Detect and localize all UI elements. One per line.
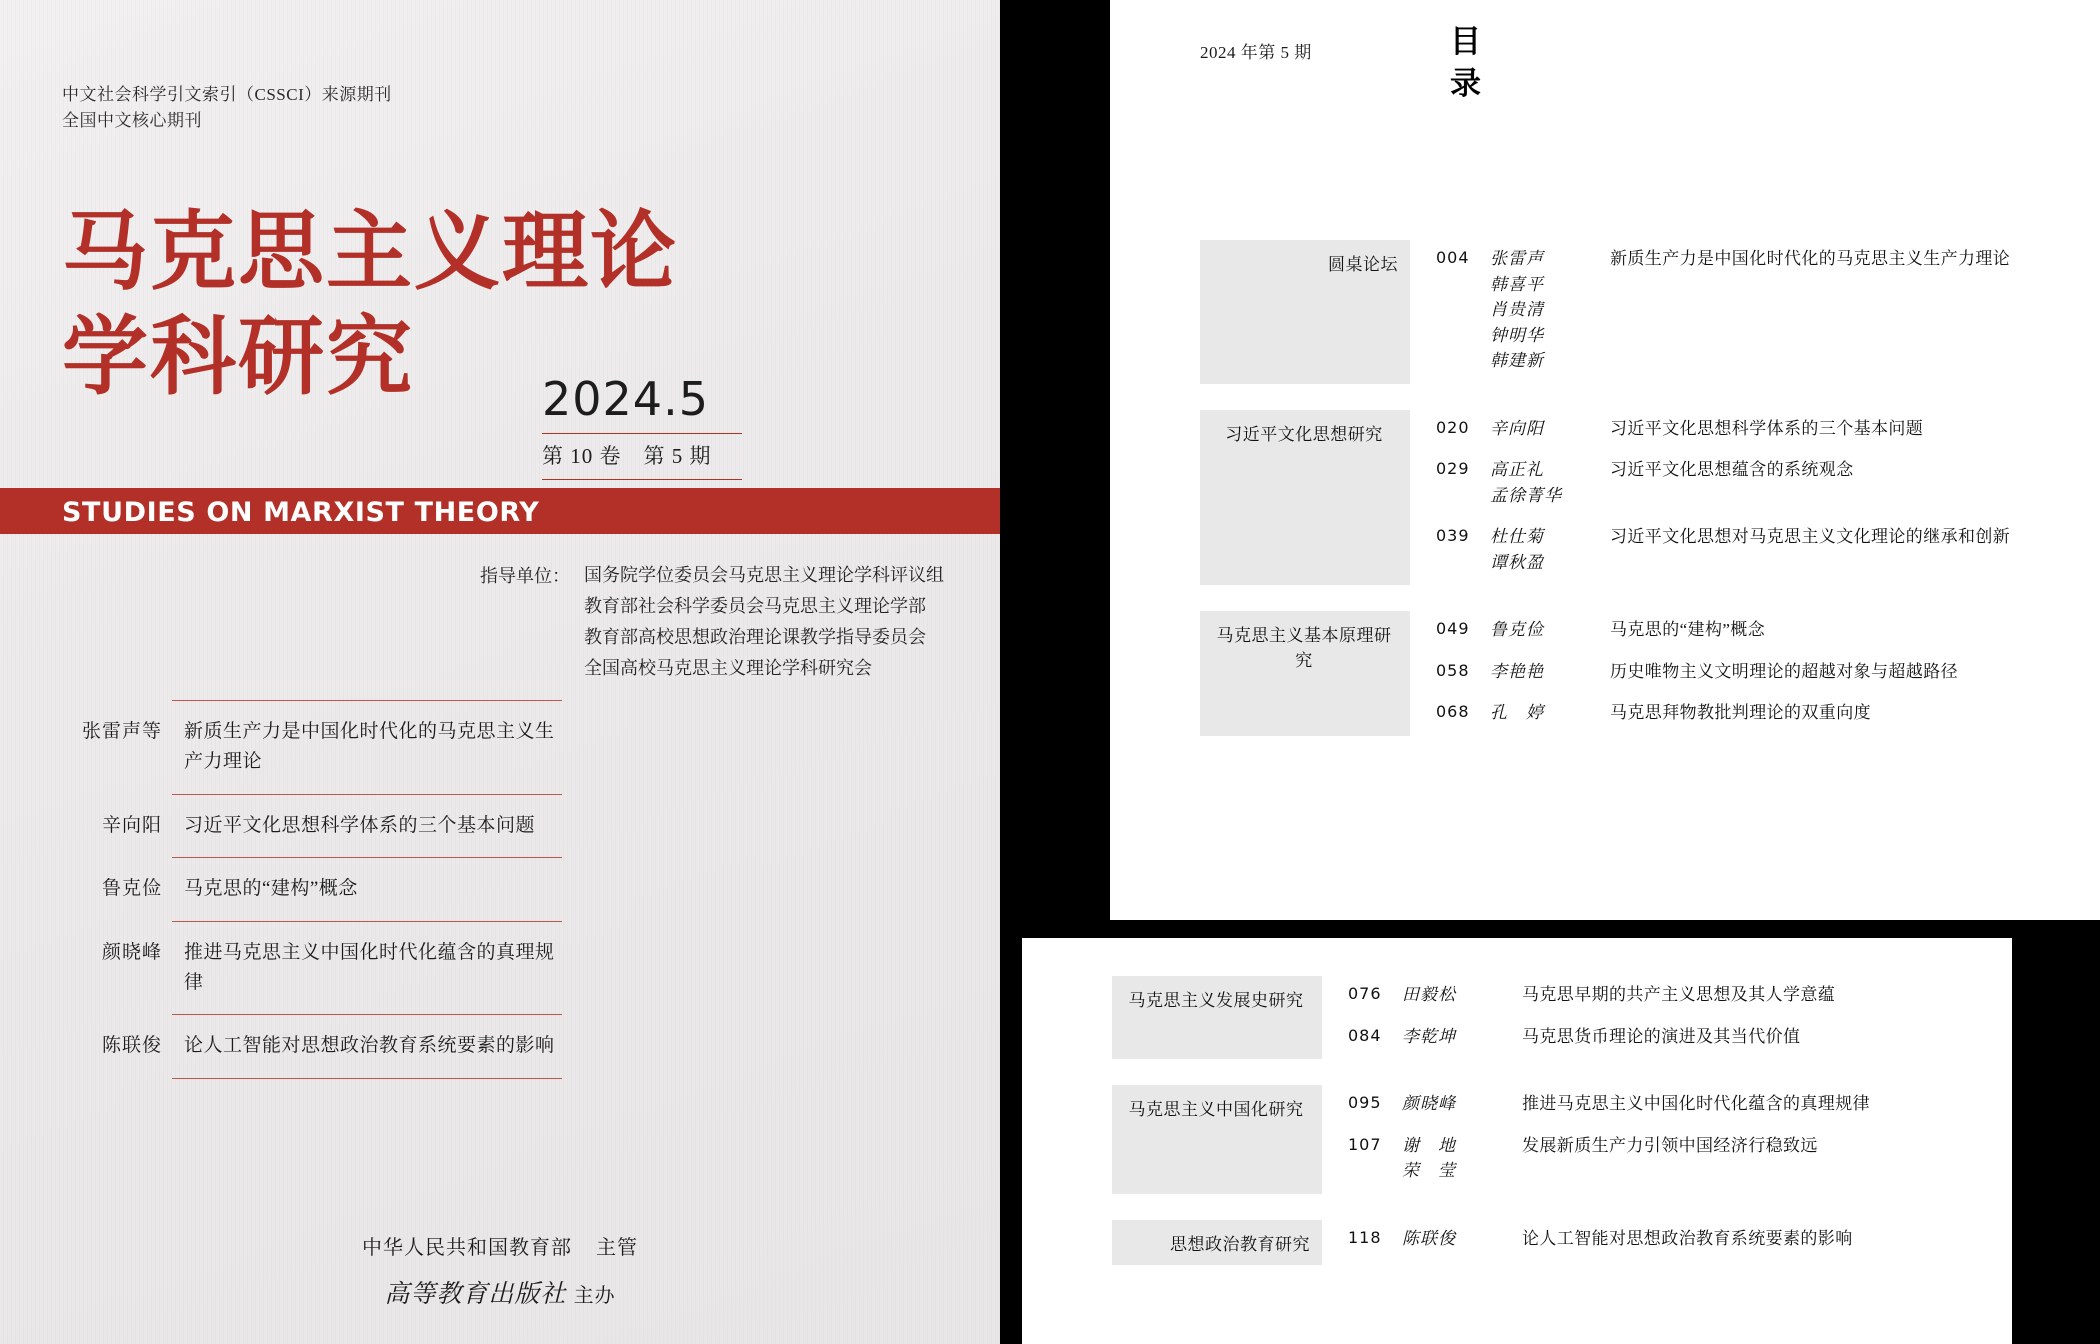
guiding-unit-2: 教育部社会科学委员会马克思主义理论学部 — [584, 595, 926, 616]
toc-entry-authors — [1490, 524, 1600, 575]
toc-group-entries — [1322, 976, 1952, 1059]
toc-group-tag: 马克思主义发展史研究 — [1112, 976, 1322, 1059]
toc-entry-authors — [1490, 659, 1600, 685]
toc-entry[interactable] — [1348, 976, 1952, 1018]
toc-page-first — [1110, 0, 2100, 920]
cover-item-author: 辛向阳 — [101, 814, 162, 836]
toc-entry-author: 田毅松 — [1402, 985, 1456, 1004]
toc-entry-title: 马克思拜物教批判理论的双重向度 — [1610, 703, 1871, 722]
supervisor-name: 中华人民共和国教育部 — [362, 1237, 572, 1259]
toc-entry-author: 陈联俊 — [1402, 1228, 1456, 1248]
toc-group-entries — [1410, 611, 2040, 736]
issue-rule-bottom — [542, 479, 742, 480]
toc-entry[interactable] — [1348, 1085, 1952, 1127]
toc-entry-author: 孟徐菁华 — [1490, 485, 1562, 505]
toc-entry-page: 058 — [1436, 660, 1470, 680]
toc-entry-page: 095 — [1348, 1093, 1382, 1112]
list-item — [62, 922, 562, 1015]
toc-group-tag: 习近平文化思想研究 — [1200, 410, 1410, 586]
toc-entry[interactable] — [1348, 1018, 1952, 1060]
toc-entry-page: 049 — [1436, 619, 1470, 638]
toc-entry[interactable] — [1348, 1220, 1952, 1262]
toc-entry-title: 习近平文化思想蕴含的系统观念 — [1610, 460, 1854, 479]
toc-entry-authors — [1490, 416, 1600, 442]
toc-entry[interactable] — [1436, 694, 2040, 736]
toc-group — [1200, 611, 2040, 736]
toc-header — [1110, 0, 2100, 140]
toc-entry[interactable] — [1436, 451, 2040, 518]
toc-entry-page: 107 — [1348, 1134, 1382, 1154]
guiding-units — [480, 560, 944, 684]
toc-group — [1112, 1220, 1952, 1265]
toc-entry-title: 论人工智能对思想政治教育系统要素的影响 — [1522, 1228, 1853, 1248]
issue-year: 2024.5 — [542, 372, 709, 426]
list-item — [62, 858, 562, 920]
toc-heading — [1450, 22, 1483, 106]
journal-cover — [0, 0, 1000, 1344]
toc-entry-author: 孔 婷 — [1490, 703, 1544, 722]
toc-entry-author: 韩建新 — [1490, 351, 1544, 370]
publisher-name: 高等教育出版社 — [384, 1281, 567, 1308]
toc-group-entries — [1410, 410, 2040, 586]
cover-index-note-1: 中文社会科学引文索引（CSSCI）来源期刊 — [62, 85, 392, 104]
publisher-role: 主办 — [573, 1285, 616, 1307]
cover-list-divider — [172, 1078, 562, 1079]
english-title-band — [0, 488, 1000, 534]
cover-item-author: 陈联俊 — [101, 1035, 162, 1057]
cover-item-title: 论人工智能对思想政治教育系统要素的影响 — [184, 1035, 555, 1057]
toc-entry-page: 084 — [1348, 1025, 1382, 1045]
cover-item-author: 鲁克俭 — [101, 878, 162, 900]
toc-entry-author: 钟明华 — [1490, 325, 1544, 345]
cover-index-note-2: 全国中文核心期刊 — [62, 111, 202, 131]
toc-entry-title: 马克思早期的共产主义思想及其人学意蕴 — [1522, 985, 1836, 1004]
issue-volume-cn: 第 10 卷 第 5 期 — [542, 444, 712, 468]
supervisor-role: 主管 — [596, 1237, 638, 1259]
toc-entry-author: 荣 莹 — [1402, 1161, 1456, 1180]
toc-group-tag: 思想政治教育研究 — [1112, 1220, 1322, 1265]
toc-entry-title: 马克思货币理论的演进及其当代价值 — [1522, 1026, 1801, 1046]
cover-item-author: 张雷声等 — [81, 721, 162, 742]
journal-title-line-1: 马克思主义理论 — [62, 202, 678, 302]
toc-entry-authors — [1490, 700, 1600, 726]
toc-entry-authors — [1402, 1091, 1512, 1117]
toc-group — [1200, 410, 2040, 586]
toc-entry-author: 张雷声 — [1490, 249, 1544, 268]
english-title: STUDIES ON MARXIST THEORY — [62, 497, 540, 528]
cover-item-title: 推进马克思主义中国化时代化蕴含的真理规律 — [184, 941, 555, 993]
toc-entry-authors — [1490, 246, 1600, 374]
guiding-unit-1: 国务院学位委员会马克思主义理论学科评议组 — [584, 565, 944, 585]
toc-entry[interactable] — [1436, 410, 2040, 452]
toc-entry-author: 李艳艳 — [1490, 661, 1544, 681]
toc-group-entries — [1322, 1220, 1952, 1262]
toc-group-entries — [1322, 1085, 1952, 1194]
toc-entry-title: 习近平文化思想对马克思主义文化理论的继承和创新 — [1610, 527, 2011, 546]
issue-rule-top — [542, 433, 742, 434]
toc-group-tag: 圆桌论坛 — [1200, 240, 1410, 384]
toc-entry-author: 韩喜平 — [1490, 274, 1544, 294]
toc-group — [1112, 1085, 1952, 1194]
cover-highlight-list — [62, 700, 562, 1079]
cover-item-title: 新质生产力是中国化时代化的马克思主义生产力理论 — [184, 721, 555, 773]
toc-heading-line-2: 录 — [1450, 65, 1483, 102]
toc-entry-author: 高正礼 — [1490, 460, 1544, 479]
toc-entry-authors — [1402, 1024, 1512, 1050]
toc-entry-page: 004 — [1436, 248, 1470, 267]
toc-group — [1200, 240, 2040, 384]
toc-entry-author: 谢 地 — [1402, 1135, 1456, 1155]
toc-entry-page: 118 — [1348, 1227, 1382, 1247]
toc-entry[interactable] — [1436, 611, 2040, 653]
toc-group-list — [1022, 938, 2012, 1265]
toc-entry-authors — [1490, 617, 1600, 643]
toc-entry[interactable] — [1436, 240, 2040, 384]
journal-title-line-2: 学科研究 — [62, 306, 414, 407]
toc-entry[interactable] — [1436, 518, 2040, 585]
guiding-unit-3: 教育部高校思想政治理论课教学指导委员会 — [584, 626, 926, 647]
toc-group-tag: 马克思主义中国化研究 — [1112, 1085, 1322, 1194]
toc-group-entries — [1410, 240, 2040, 384]
toc-entry-title: 发展新质生产力引领中国经济行稳致远 — [1522, 1135, 1818, 1155]
toc-heading-line-1: 目 — [1450, 24, 1483, 60]
toc-entry-authors — [1402, 982, 1512, 1008]
toc-group-list — [1200, 240, 2040, 762]
toc-entry-title: 马克思的“建构”概念 — [1610, 620, 1766, 639]
cover-supervisor — [0, 1231, 1000, 1260]
toc-entry[interactable] — [1348, 1127, 1952, 1194]
toc-entry-authors — [1402, 1133, 1512, 1184]
toc-entry-title: 新质生产力是中国化时代化的马克思主义生产力理论 — [1610, 249, 2011, 268]
toc-page-second — [1022, 938, 2012, 1344]
cover-item-author: 颜晓峰 — [101, 941, 162, 963]
toc-entry-author: 肖贵清 — [1490, 300, 1544, 319]
toc-entry-page: 039 — [1436, 526, 1470, 545]
toc-entry-author: 杜仕菊 — [1490, 527, 1544, 546]
toc-entry-title: 历史唯物主义文明理论的超越对象与超越路径 — [1610, 661, 1958, 681]
toc-entry-author: 辛向阳 — [1490, 418, 1544, 438]
list-item — [62, 701, 562, 794]
cover-item-title: 马克思的“建构”概念 — [184, 878, 358, 900]
cover-footer — [0, 1231, 1000, 1310]
list-item — [62, 1015, 562, 1077]
guiding-units-list — [584, 560, 944, 684]
toc-entry-author: 颜晓峰 — [1402, 1094, 1456, 1113]
cover-publisher — [0, 1274, 1000, 1310]
cover-item-title: 习近平文化思想科学体系的三个基本问题 — [184, 814, 536, 836]
toc-entry[interactable] — [1436, 653, 2040, 695]
guiding-units-label: 指导单位： — [480, 566, 570, 586]
toc-entry-authors — [1490, 457, 1600, 508]
toc-entry-title: 习近平文化思想科学体系的三个基本问题 — [1610, 418, 1924, 438]
toc-entry-page: 076 — [1348, 984, 1382, 1003]
toc-entry-title: 推进马克思主义中国化时代化蕴含的真理规律 — [1522, 1094, 1870, 1113]
toc-entry-author: 谭秋盈 — [1490, 552, 1544, 572]
toc-entry-page: 029 — [1436, 459, 1470, 478]
toc-group — [1112, 976, 1952, 1059]
toc-entry-page: 020 — [1436, 417, 1470, 437]
list-item — [62, 795, 562, 857]
guiding-unit-4: 全国高校马克思主义理论学科研究会 — [584, 657, 872, 678]
toc-issue-label: 2024 年第 5 期 — [1200, 43, 1312, 62]
toc-entry-author: 李乾坤 — [1402, 1026, 1456, 1046]
toc-entry-author: 鲁克俭 — [1490, 620, 1544, 639]
toc-entry-page: 068 — [1436, 702, 1470, 721]
toc-entry-authors — [1402, 1226, 1512, 1252]
toc-group-tag: 马克思主义基本原理研究 — [1200, 611, 1410, 736]
cover-index-notes — [62, 82, 392, 135]
